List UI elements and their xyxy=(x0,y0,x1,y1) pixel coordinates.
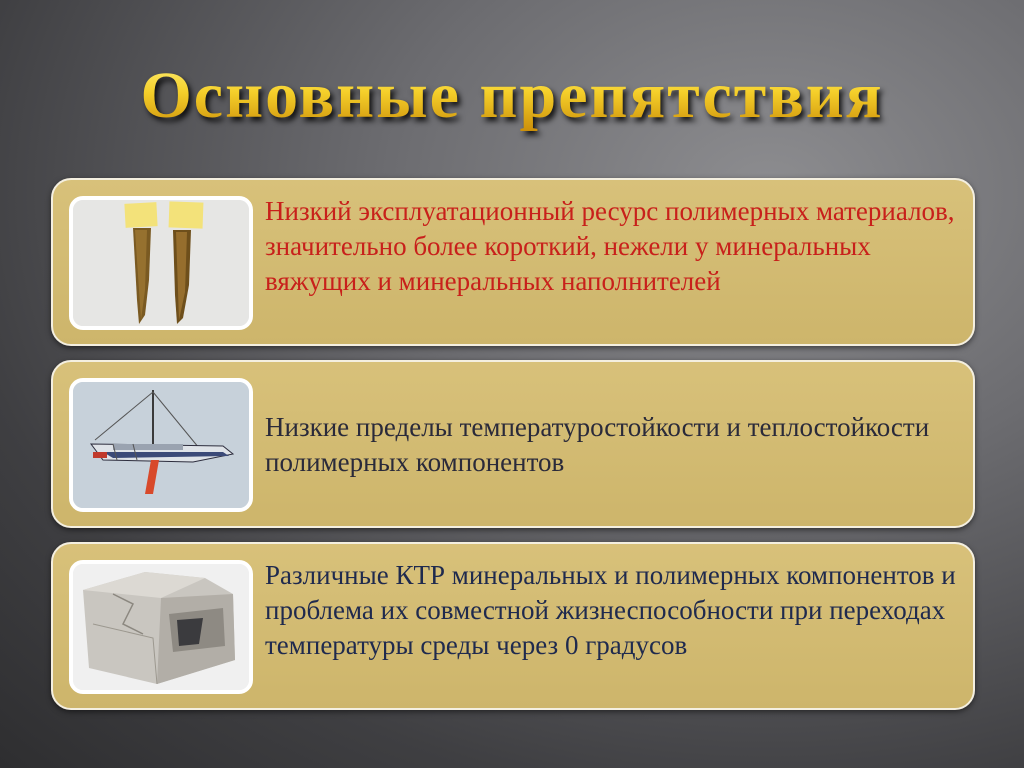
obstacle-text-2: Низкие пределы температуростойкости и теплостойкости полимерных компонентов xyxy=(265,412,930,477)
obstacle-text-3: Различные КТР минеральных и полимерных компонентов и проблема их совместной жизнеспособности при переходах температуры среды через 0 градусов xyxy=(265,560,956,660)
obstacle-card-2 xyxy=(51,360,975,528)
concrete-block-icon xyxy=(73,564,249,690)
fiber-samples-icon xyxy=(73,200,249,326)
obstacle-card-3 xyxy=(51,542,975,710)
obstacle-card-1 xyxy=(51,178,975,346)
fiber-samples-image xyxy=(69,196,253,330)
yacht-model-icon xyxy=(73,382,249,508)
cracked-concrete-image xyxy=(69,560,253,694)
obstacle-text-1: Низкий эксплуатационный ресурс полимерных материалов, значительно более короткий, нежели у минеральных вяжущих и минеральных наполнителей xyxy=(265,196,955,296)
racing-yacht-image xyxy=(69,378,253,512)
slide-title: Основные препятствия xyxy=(0,58,1024,134)
